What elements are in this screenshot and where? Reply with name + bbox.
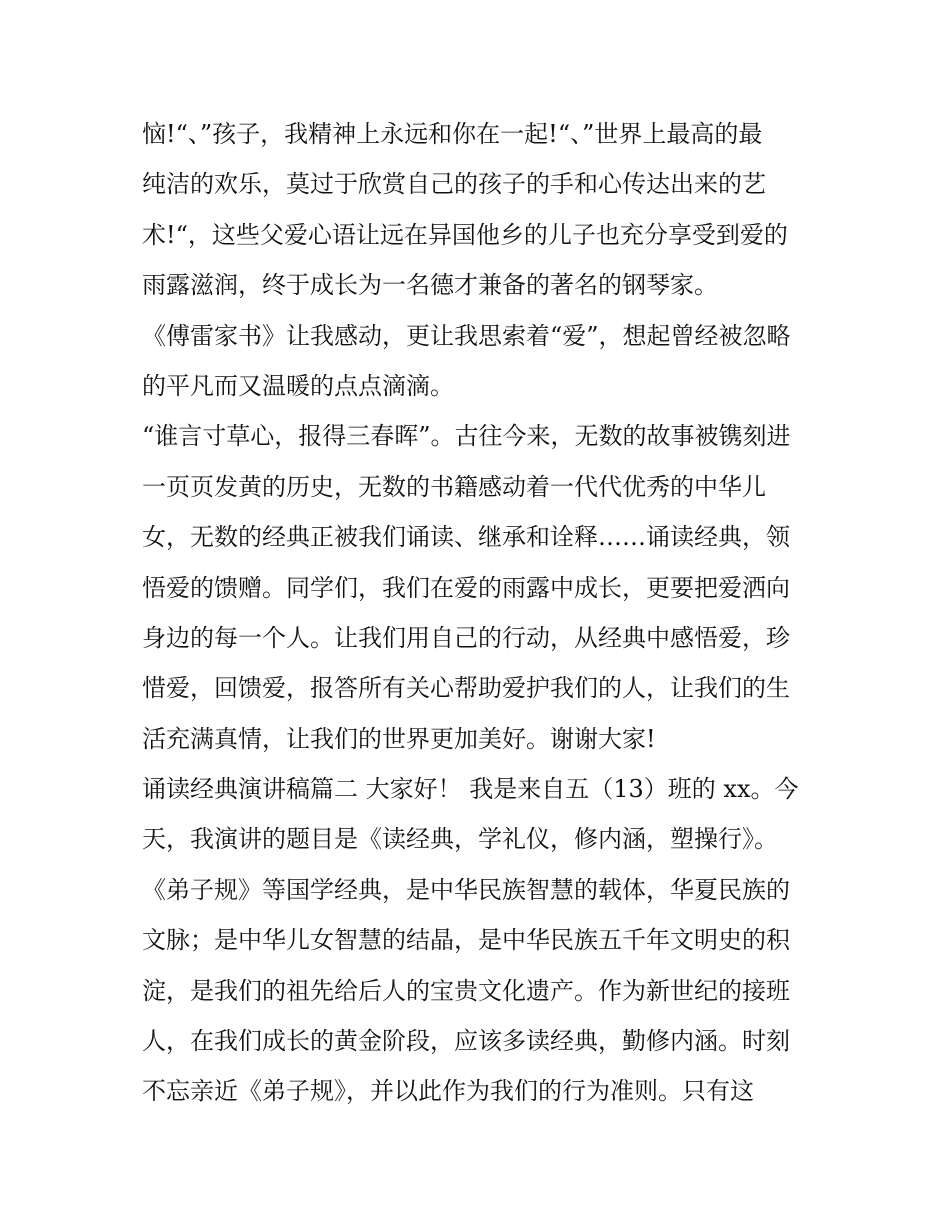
text-line: 天，我演讲的题目是《读经典，学礼仪，修内涵，塑操行》。 [142,825,778,854]
text-line: 术!“，这些父爱心语让远在异国他乡的儿子也充分享受到爱的 [142,220,788,249]
text-line: 淀，是我们的祖先给后人的宝贵文化遗产。作为新世纪的接班 [142,976,790,1005]
text-line: 纯洁的欢乐，莫过于欣赏自己的孩子的手和心传达出来的艺 [142,170,766,199]
text-line: 女，无数的经典正被我们诵读、继承和诠释……诵读经典，领 [142,523,790,552]
text-line: 恼!“、”孩子，我精神上永远和你在一起!“、”世界上最高的最 [142,120,763,148]
text-line: “谁言寸草心，报得三春晖”。古往今来，无数的故事被镌刻进 [142,422,791,451]
text-line: 诵读经典演讲稿篇二 大家好！ 我是来自五（13）班的 xx。今 [142,775,799,804]
text-line: 悟爱的馈赠。同学们，我们在爱的雨露中成长，更要把爱洒向 [142,573,790,602]
text-line: 一页页发黄的历史，无数的书籍感动着一代代优秀的中华儿 [142,472,766,501]
text-line: 惜爱，回馈爱，报答所有关心帮助爱护我们的人，让我们的生 [142,674,790,703]
body-text [142,109,822,1117]
text-line: 雨露滋润，终于成长为一名德才兼备的著名的钢琴家。 [142,271,718,300]
text-line: 《傅雷家书》让我感动，更让我思索着“爱”，想起曾经被忽略 [142,321,791,350]
text-line: 的平凡而又温暖的点点滴滴。 [142,371,454,400]
text-line: 活充满真情，让我们的世界更加美好。谢谢大家! [142,724,656,753]
text-line: 人，在我们成长的黄金阶段，应该多读经典，勤修内涵。时刻 [142,1027,790,1056]
text-line: 不忘亲近《弟子规》，并以此作为我们的行为准则。只有这 [142,1077,754,1106]
text-line: 《弟子规》等国学经典，是中华民族智慧的载体，华夏民族的 [142,875,790,904]
text-line: 文脉；是中华儿女智慧的结晶，是中华民族五千年文明史的积 [142,926,790,955]
text-line: 身边的每一个人。让我们用自己的行动，从经典中感悟爱，珍 [142,623,790,652]
